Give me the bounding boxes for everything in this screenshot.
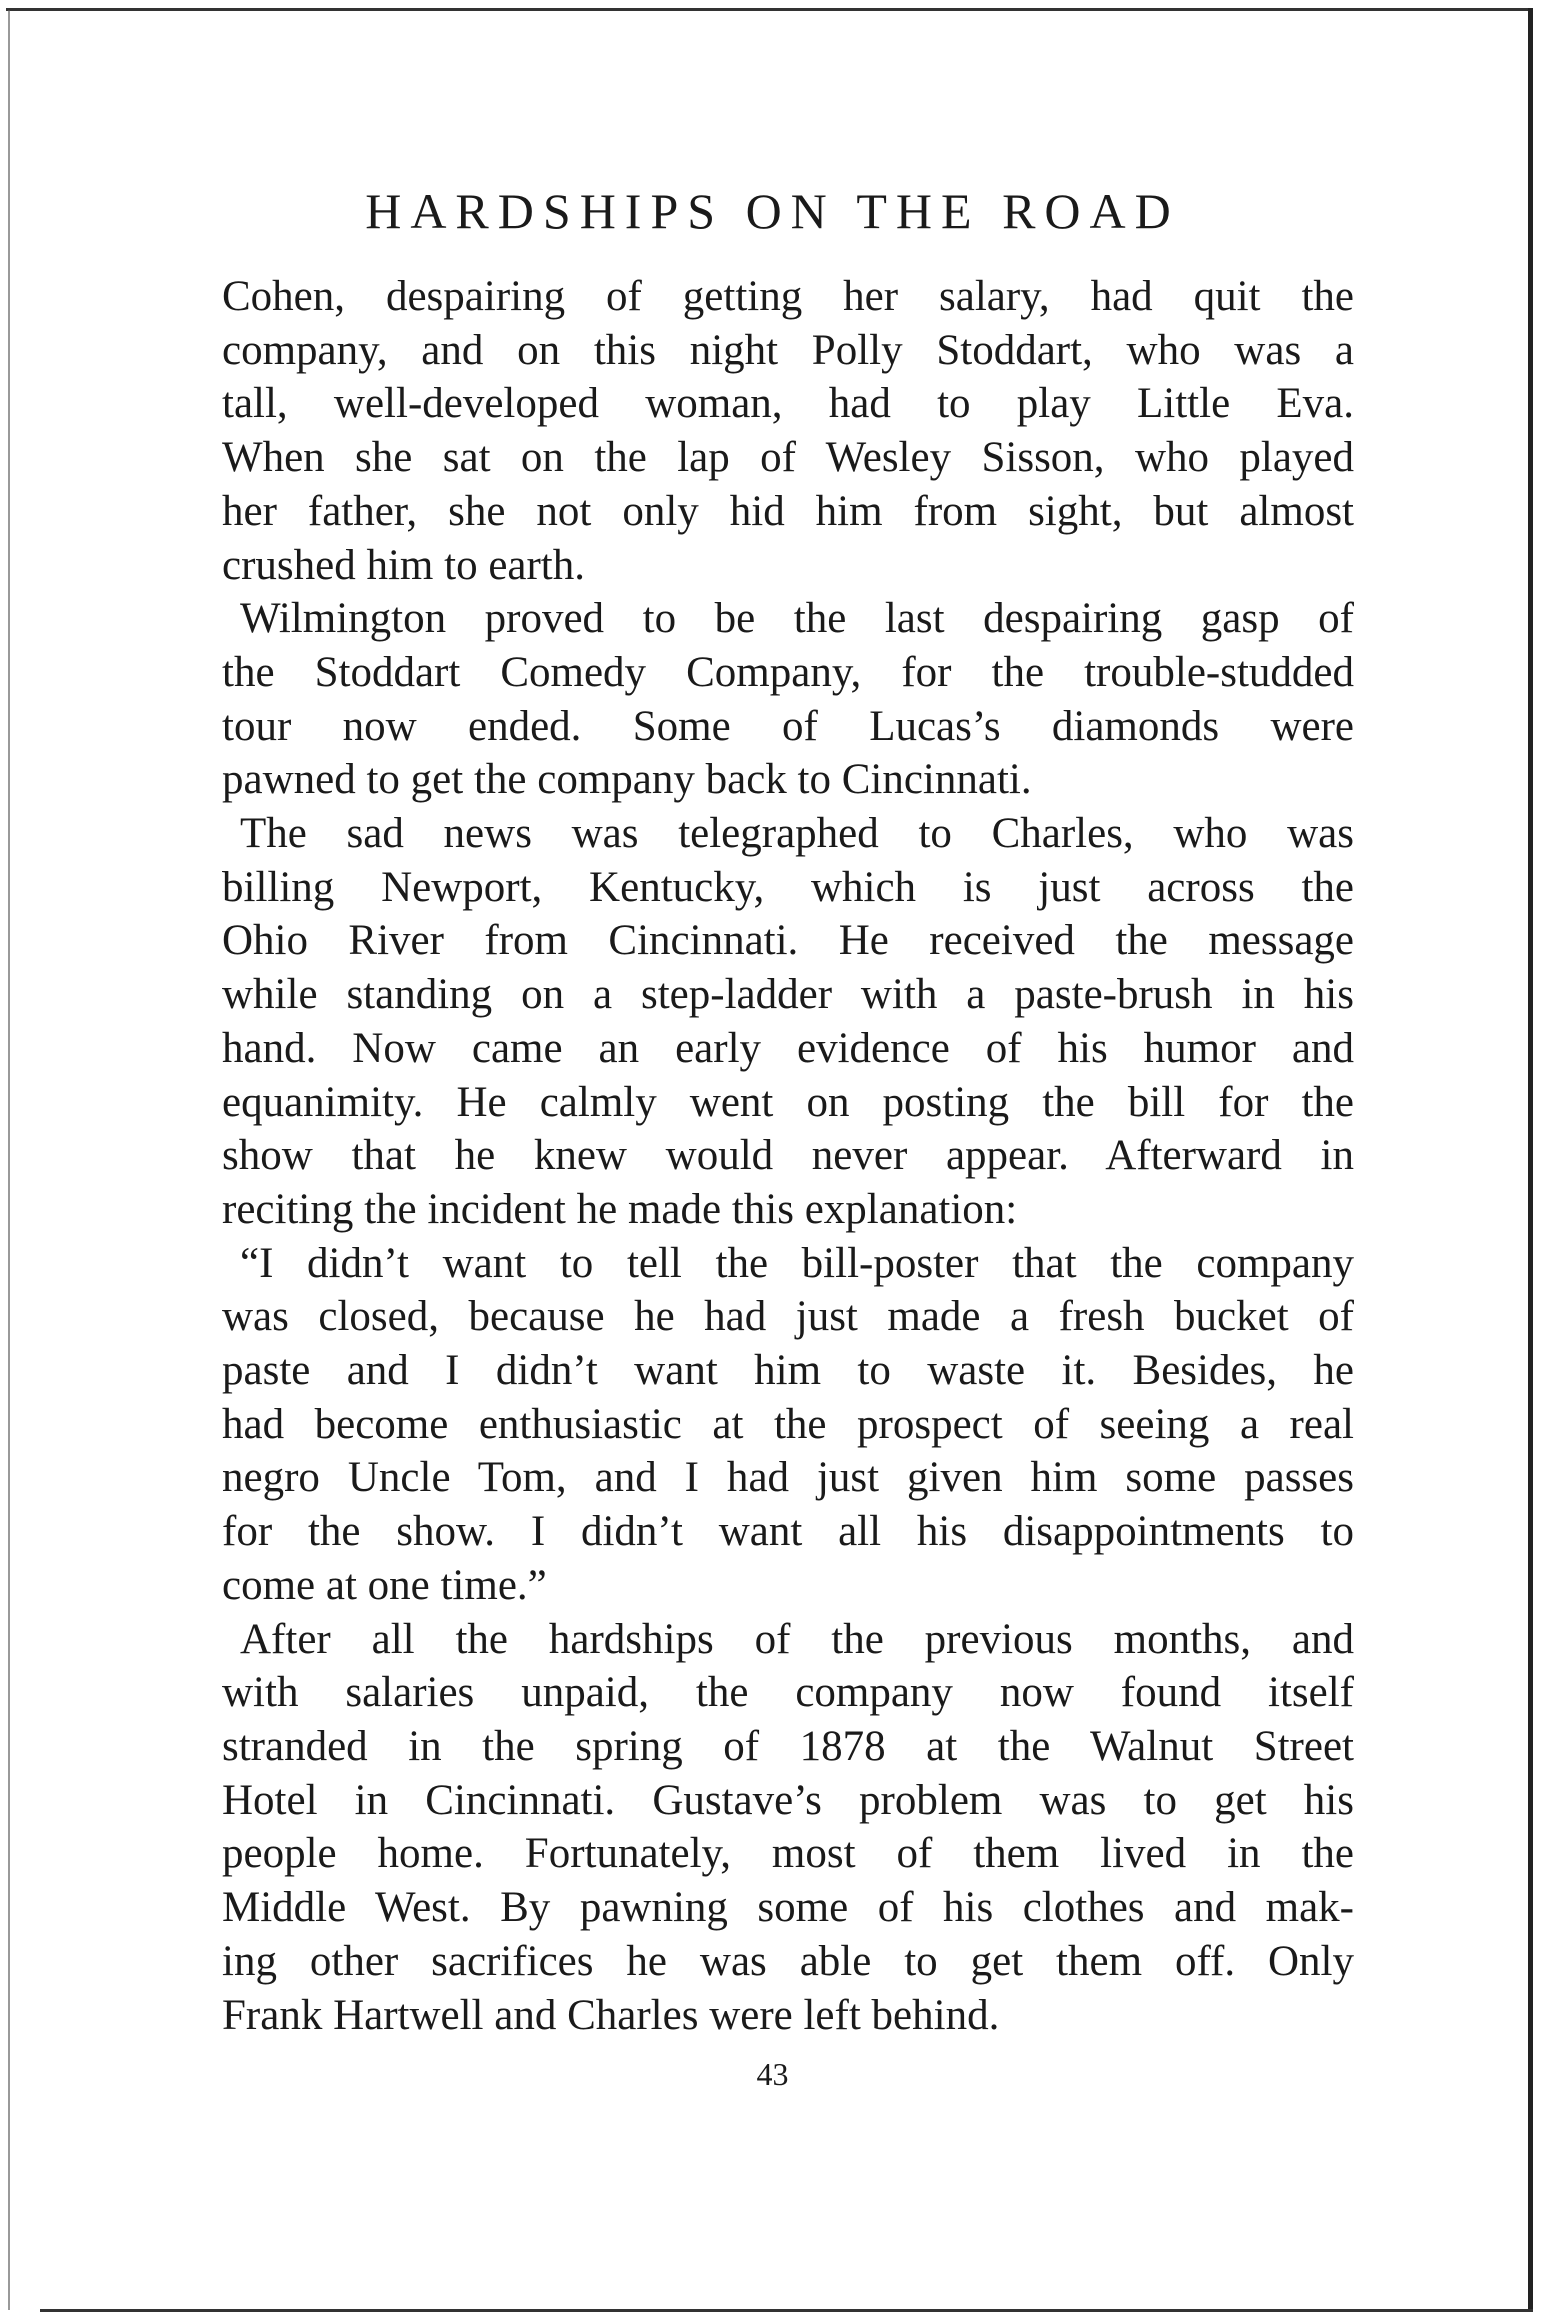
text-line: ing other sacrifices he was able to get them off. Only xyxy=(222,1937,1354,1985)
text-line: was closed, because he had just made a fresh bucket of xyxy=(222,1293,1354,1341)
text-line: “I didn’t want to tell the bill-poster that the company xyxy=(240,1239,1354,1287)
paragraph xyxy=(222,1237,1354,1613)
text-line: Hotel in Cincinnati. Gustave’s problem was to get his xyxy=(222,1776,1354,1824)
text-line: company, and on this night Polly Stoddart, who was a xyxy=(222,326,1354,374)
text-line: people home. Fortunately, most of them lived in the xyxy=(222,1830,1354,1878)
text-line: while standing on a step-ladder with a paste-brush in his xyxy=(222,971,1354,1019)
text-line: pawned to get the company back to Cincinnati. xyxy=(222,756,1032,804)
page-border-left xyxy=(8,10,10,2310)
body-text xyxy=(222,270,1354,2042)
text-line: Ohio River from Cincinnati. He received the message xyxy=(222,917,1354,965)
text-line: billing Newport, Kentucky, which is just across the xyxy=(222,863,1354,911)
text-line: Frank Hartwell and Charles were left behind. xyxy=(222,1991,1000,2039)
page-border-top xyxy=(6,8,1533,11)
page-border-bottom xyxy=(40,2309,1533,2312)
paragraph xyxy=(222,807,1354,1237)
paragraph xyxy=(222,592,1354,807)
text-line: hand. Now came an early evidence of his humor and xyxy=(222,1024,1354,1072)
text-line: stranded in the spring of 1878 at the Walnut Street xyxy=(222,1722,1354,1770)
paragraph xyxy=(222,270,1354,592)
text-line: reciting the incident he made this explanation: xyxy=(222,1185,1018,1233)
page-number: 43 xyxy=(756,2056,789,2092)
text-line: her father, she not only hid him from sight, but almost xyxy=(222,487,1354,535)
text-line: come at one time.” xyxy=(222,1561,547,1609)
text-line: When she sat on the lap of Wesley Sisson, who played xyxy=(222,434,1354,482)
text-line: Wilmington proved to be the last despairing gasp of xyxy=(240,595,1354,643)
text-line: The sad news was telegraphed to Charles, who was xyxy=(240,810,1354,858)
paragraph xyxy=(222,1613,1354,2043)
text-line: negro Uncle Tom, and I had just given him some passes xyxy=(222,1454,1354,1502)
text-line: crushed him to earth. xyxy=(222,541,586,589)
text-line: equanimity. He calmly went on posting the bill for the xyxy=(222,1078,1354,1126)
text-line: After all the hardships of the previous months, and xyxy=(240,1615,1354,1663)
text-line: with salaries unpaid, the company now found itself xyxy=(222,1669,1354,1717)
text-line: for the show. I didn’t want all his disappointments to xyxy=(222,1508,1354,1556)
text-line: Cohen, despairing of getting her salary, had quit the xyxy=(222,273,1354,320)
text-line: had become enthusiastic at the prospect of seeing a real xyxy=(222,1400,1354,1448)
text-line: paste and I didn’t want him to waste it. Besides, he xyxy=(222,1347,1354,1395)
text-line: tall, well-developed woman, had to play Little Eva. xyxy=(222,380,1354,428)
running-header: HARDSHIPS ON THE ROAD xyxy=(365,183,1180,239)
text-line: Middle West. By pawning some of his clothes and mak- xyxy=(222,1884,1354,1932)
text-line: show that he knew would never appear. Afterward in xyxy=(222,1132,1354,1180)
page-border-right xyxy=(1528,8,1533,2312)
text-line: the Stoddart Comedy Company, for the trouble-studded xyxy=(222,648,1354,696)
text-line: tour now ended. Some of Lucas’s diamonds were xyxy=(222,702,1354,750)
